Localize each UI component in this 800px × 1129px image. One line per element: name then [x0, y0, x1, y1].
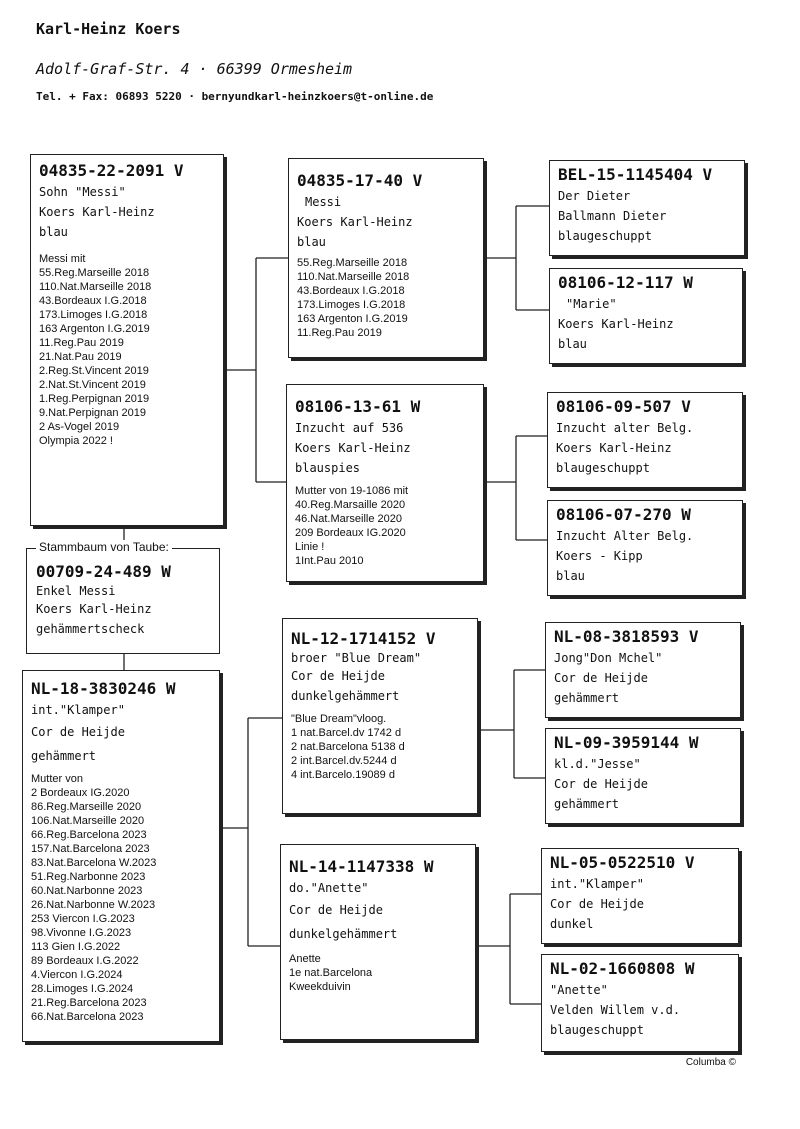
ring-number: 00709-24-489 W: [36, 562, 171, 581]
note: 46.Nat.Marseille 2020: [295, 513, 403, 525]
color: dunkel: [550, 917, 594, 931]
note: 11.Reg.Pau 2019: [39, 337, 124, 349]
note: 2 nat.Barcelona 5138 d: [291, 741, 405, 753]
color: blau: [39, 225, 68, 239]
ring-number: NL-18-3830246 W: [31, 679, 176, 698]
performance-notes: [31, 772, 211, 1024]
grandparent-card: [286, 384, 484, 582]
color: gehämmert: [554, 691, 620, 705]
note: 1e nat.Barcelona: [289, 967, 373, 979]
performance-notes: [289, 952, 467, 994]
pigeon-name: Inzucht alter Belg.: [556, 421, 694, 435]
note: 11.Reg.Pau 2019: [297, 327, 382, 339]
note: 2.Reg.St.Vincent 2019: [39, 365, 149, 377]
note: 40.Reg.Marsaille 2020: [295, 499, 406, 511]
note: 2 int.Barcel.dv.5244 d: [291, 755, 397, 767]
breeder: Koers Karl-Heinz: [39, 205, 155, 219]
pigeon-name: Sohn "Messi": [39, 185, 126, 199]
ring-number: NL-02-1660808 W: [550, 959, 695, 978]
note: 2 Bordeaux IG.2020: [31, 787, 130, 799]
stammbaum-content: [36, 562, 171, 639]
color: gehämmertscheck: [36, 622, 145, 636]
note: "Blue Dream"vloog.: [291, 713, 387, 725]
ring-number: 08106-13-61 W: [295, 397, 421, 416]
note: 86.Reg.Marseille 2020: [31, 801, 142, 813]
pigeon-name: int."Klamper": [550, 877, 644, 891]
pigeon-name: Enkel Messi: [36, 584, 116, 598]
ring-number: NL-14-1147338 W: [289, 857, 434, 876]
ring-number: NL-12-1714152 V: [291, 629, 436, 648]
breeder-address: Adolf-Graf-Str. 4 · 66399 Ormesheim: [36, 60, 353, 78]
ring-number: 08106-12-117 W: [558, 273, 693, 292]
note: Messi mit: [39, 253, 86, 265]
breeder: Cor de Heijde: [550, 897, 644, 911]
pigeon-name: kl.d."Jesse": [554, 757, 641, 771]
ring-number: 04835-22-2091 V: [39, 161, 184, 180]
breeder: Koers Karl-Heinz: [556, 441, 672, 455]
note: 55.Reg.Marseille 2018: [297, 257, 408, 269]
ring-number: BEL-15-1145404 V: [558, 165, 713, 184]
note: 110.Nat.Marseille 2018: [39, 281, 152, 293]
color: gehämmert: [554, 797, 620, 811]
breeder: Cor de Heijde: [554, 671, 648, 685]
breeder: Koers Karl-Heinz: [36, 602, 152, 616]
breeder: Ballmann Dieter: [558, 209, 667, 223]
great-grandparent-card: [547, 392, 743, 488]
note: 98.Vivonne I.G.2023: [31, 927, 132, 939]
note: 21.Reg.Barcelona 2023: [31, 997, 147, 1009]
note: 26.Nat.Narbonne W.2023: [31, 899, 156, 911]
breeder: Cor de Heijde: [289, 903, 383, 917]
pigeon-name: "Marie": [566, 297, 617, 311]
note: 28.Limoges I.G.2024: [31, 983, 134, 995]
grandparent-card: [282, 618, 478, 814]
pigeon-name: do."Anette": [289, 881, 369, 895]
color: dunkelgehämmert: [289, 927, 398, 941]
ring-number: NL-05-0522510 V: [550, 853, 695, 872]
pigeon-name: broer "Blue Dream": [291, 651, 422, 665]
note: 1.Reg.Perpignan 2019: [39, 393, 150, 405]
note: 89 Bordeaux I.G.2022: [31, 955, 139, 967]
color: blaugeschuppt: [556, 461, 650, 475]
ring-number: NL-08-3818593 V: [554, 627, 699, 646]
breeder-contact: Tel. + Fax: 06893 5220 · bernyundkarl-heinzkoers@t-online.de: [36, 90, 434, 103]
pigeon-name: Messi: [305, 195, 342, 209]
grandparent-card: [288, 158, 484, 358]
color: blau: [297, 235, 326, 249]
note: Olympia 2022 !: [39, 435, 113, 447]
ring-number: 08106-09-507 V: [556, 397, 691, 416]
pigeon-name: "Anette": [550, 983, 608, 997]
note: 157.Nat.Barcelona 2023: [31, 843, 150, 855]
note: 43.Bordeaux I.G.2018: [39, 295, 147, 307]
pigeon-name: int."Klamper": [31, 703, 125, 717]
note: 163 Argenton I.G.2019: [39, 323, 150, 335]
pigeon-name: Inzucht Alter Belg.: [556, 529, 694, 543]
color: blaugeschuppt: [550, 1023, 644, 1037]
ring-number: NL-09-3959144 W: [554, 733, 699, 752]
ring-number: 04835-17-40 V: [297, 171, 423, 190]
great-grandparent-card: [541, 954, 739, 1052]
stammbaum-title: Stammbaum von Taube:: [36, 540, 172, 554]
note: 9.Nat.Perpignan 2019: [39, 407, 147, 419]
pigeon-name: Der Dieter: [558, 189, 631, 203]
note: 1Int.Pau 2010: [295, 555, 364, 567]
color: blau: [558, 337, 587, 351]
note: 4 int.Barcelo.19089 d: [291, 769, 395, 781]
note: 163 Argenton I.G.2019: [297, 313, 408, 325]
great-grandparent-card: [545, 728, 741, 824]
breeder: Koers - Kipp: [556, 549, 643, 563]
breeder: Velden Willem v.d.: [550, 1003, 681, 1017]
ring-number: 08106-07-270 W: [556, 505, 691, 524]
note: 83.Nat.Barcelona W.2023: [31, 857, 157, 869]
note: Kweekduivin: [289, 981, 351, 993]
note: 43.Bordeaux I.G.2018: [297, 285, 405, 297]
note: 4.Viercon I.G.2024: [31, 969, 123, 981]
note: 66.Nat.Barcelona 2023: [31, 1011, 144, 1023]
breeder-name: Karl-Heinz Koers: [36, 20, 181, 38]
great-grandparent-card: [545, 622, 741, 718]
pigeon-name: Inzucht auf 536: [295, 421, 404, 435]
note: 60.Nat.Narbonne 2023: [31, 885, 143, 897]
color: blaugeschuppt: [558, 229, 652, 243]
note: 2.Nat.St.Vincent 2019: [39, 379, 146, 391]
great-grandparent-card: [547, 500, 743, 596]
software-credit: Columba ©: [685, 1057, 736, 1068]
performance-notes: [39, 252, 215, 448]
note: 51.Reg.Narbonne 2023: [31, 871, 146, 883]
note: 173.Limoges I.G.2018: [297, 299, 406, 311]
breeder: Koers Karl-Heinz: [295, 441, 411, 455]
breeder: Koers Karl-Heinz: [297, 215, 413, 229]
color: gehämmert: [31, 749, 97, 763]
pigeon-name: Jong"Don Mchel": [554, 651, 663, 665]
note: 1 nat.Barcel.dv 1742 d: [291, 727, 402, 739]
performance-notes: [297, 256, 475, 340]
note: 66.Reg.Barcelona 2023: [31, 829, 147, 841]
breeder: Cor de Heijde: [554, 777, 648, 791]
color: blauspies: [295, 461, 361, 475]
note: 253 Viercon I.G.2023: [31, 913, 135, 925]
color: blau: [556, 569, 585, 583]
note: 2 As-Vogel 2019: [39, 421, 120, 433]
breeder: Cor de Heijde: [31, 725, 125, 739]
note: 55.Reg.Marseille 2018: [39, 267, 150, 279]
note: 209 Bordeaux IG.2020: [295, 527, 406, 539]
great-grandparent-card: [549, 160, 745, 256]
note: 106.Nat.Marseille 2020: [31, 815, 145, 827]
great-grandparent-card: [541, 848, 739, 944]
color: dunkelgehämmert: [291, 689, 400, 703]
note: Mutter von: [31, 773, 83, 785]
note: Mutter von 19-1086 mit: [295, 485, 409, 497]
note: 110.Nat.Marseille 2018: [297, 271, 410, 283]
note: Linie !: [295, 541, 325, 553]
note: Anette: [289, 953, 321, 965]
performance-notes: [295, 484, 475, 568]
performance-notes: [291, 712, 469, 782]
subject-dam-card: [22, 670, 220, 1042]
subject-sire-card: [30, 154, 224, 526]
breeder: Cor de Heijde: [291, 669, 385, 683]
note: 21.Nat.Pau 2019: [39, 351, 122, 363]
great-grandparent-card: [549, 268, 743, 364]
breeder: Koers Karl-Heinz: [558, 317, 674, 331]
note: 173.Limoges I.G.2018: [39, 309, 148, 321]
grandparent-card: [280, 844, 476, 1040]
note: 113 Gien I.G.2022: [31, 941, 121, 953]
